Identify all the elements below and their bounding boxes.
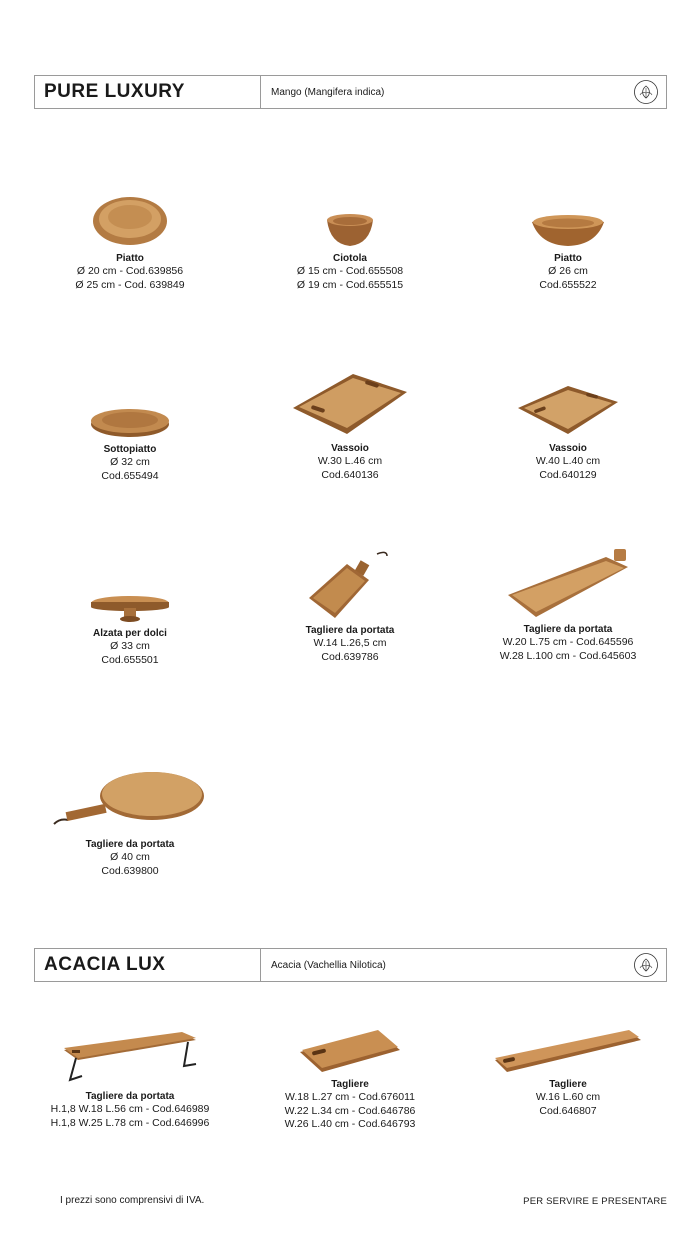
cutting-board-icon	[305, 548, 395, 620]
product-spec: Cod.640129	[539, 468, 597, 481]
product-spec: Ø 26 cm	[548, 265, 588, 277]
bowl-icon	[324, 210, 376, 248]
brand-logo	[626, 949, 666, 981]
cake-stand-icon	[89, 593, 171, 623]
product-spec: W.16 L.60 cm	[535, 1091, 601, 1103]
product-card[interactable]	[55, 593, 205, 667]
product-name: Piatto	[554, 253, 582, 264]
product-name: Alzata per dolci	[93, 628, 167, 639]
product-card[interactable]	[40, 1030, 220, 1130]
section-subtitle: Mango (Mangifera indica)	[271, 86, 385, 98]
footed-board-icon	[62, 1030, 198, 1086]
product-card[interactable]	[35, 768, 225, 878]
section-header-pure-luxury	[34, 75, 667, 109]
long-board-icon	[506, 545, 630, 619]
product-spec: Ø 19 cm - Cod.655515	[296, 278, 404, 291]
product-spec: W.30 L.46 cm	[317, 455, 383, 467]
leaf-logo-icon	[633, 79, 659, 105]
product-spec: W.28 L.100 cm - Cod.645603	[499, 649, 637, 662]
product-spec: Cod.640136	[321, 468, 379, 481]
product-spec: Ø 25 cm - Cod. 639849	[75, 278, 185, 291]
product-card[interactable]	[493, 382, 643, 482]
product-spec: W.26 L.40 cm - Cod.646793	[284, 1118, 416, 1130]
product-card[interactable]	[493, 212, 643, 292]
leaf-logo-icon	[633, 952, 659, 978]
charger-plate-icon	[89, 405, 171, 439]
product-name: Sottopiatto	[103, 444, 157, 455]
vat-note: I prezzi sono comprensivi di IVA.	[60, 1195, 205, 1206]
product-card[interactable]	[275, 370, 425, 482]
product-name: Tagliere	[331, 1079, 369, 1090]
product-card[interactable]	[275, 210, 425, 292]
section-title: ACACIA LUX	[35, 949, 261, 981]
product-spec: Ø 33 cm	[110, 640, 150, 652]
product-spec: W.14 L.26,5 cm	[313, 637, 387, 649]
product-name: Tagliere da portata	[85, 839, 175, 850]
product-card[interactable]	[493, 545, 643, 663]
product-card[interactable]	[265, 1030, 435, 1132]
section-subtitle: Acacia (Vachellia Nilotica)	[271, 959, 386, 971]
slim-board-icon	[493, 1030, 643, 1074]
product-spec: H.1,8 W.18 L.56 cm - Cod.646989	[50, 1103, 210, 1115]
section-title: PURE LUXURY	[35, 76, 261, 108]
category-label: PER SERVIRE E PRESENTARE	[523, 1196, 667, 1207]
product-name: Ciotola	[333, 253, 367, 264]
deep-plate-icon	[530, 212, 606, 248]
round-plate-icon	[90, 193, 170, 248]
section-header-acacia-lux	[34, 948, 667, 982]
product-spec: Cod.655522	[539, 278, 597, 291]
handle-board-icon	[298, 1030, 402, 1074]
product-spec: Cod.655494	[101, 469, 159, 482]
product-name: Vassoio	[549, 443, 587, 454]
product-spec: H.1,8 W.25 L.78 cm - Cod.646996	[50, 1116, 210, 1129]
square-tray-icon	[516, 382, 620, 438]
product-spec: Cod.646807	[539, 1104, 597, 1117]
product-card[interactable]	[493, 1030, 643, 1118]
brand-logo	[626, 76, 666, 108]
round-board-icon	[50, 768, 210, 834]
product-spec: Cod.639800	[101, 864, 159, 877]
product-spec: W.22 L.34 cm - Cod.646786	[284, 1104, 416, 1117]
product-spec: Ø 20 cm - Cod.639856	[76, 265, 184, 277]
product-name: Tagliere da portata	[523, 624, 613, 635]
product-name: Piatto	[116, 253, 144, 264]
product-card[interactable]	[55, 193, 205, 292]
product-spec: W.18 L.27 cm - Cod.676011	[285, 1091, 415, 1103]
product-name: Vassoio	[331, 443, 369, 454]
product-card[interactable]	[275, 548, 425, 664]
product-card[interactable]	[55, 405, 205, 483]
product-name: Tagliere	[549, 1079, 587, 1090]
product-spec: Ø 32 cm	[110, 456, 150, 468]
product-name: Tagliere da portata	[305, 625, 395, 636]
product-spec: Cod.655501	[101, 653, 159, 666]
product-name: Tagliere da portata	[85, 1091, 175, 1102]
product-spec: Ø 15 cm - Cod.655508	[296, 265, 404, 277]
product-spec: Ø 40 cm	[110, 851, 150, 863]
product-spec: W.20 L.75 cm - Cod.645596	[502, 636, 634, 648]
tray-icon	[291, 370, 409, 438]
product-spec: W.40 L.40 cm	[535, 455, 601, 467]
product-spec: Cod.639786	[321, 650, 379, 663]
